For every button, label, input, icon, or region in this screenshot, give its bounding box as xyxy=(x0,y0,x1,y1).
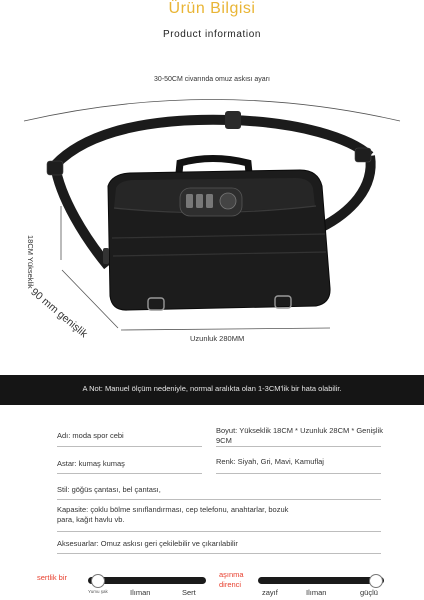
wear-knob xyxy=(369,574,383,588)
wear-left: zayıf xyxy=(262,588,278,597)
strap-slider xyxy=(225,111,241,129)
divider xyxy=(216,446,381,447)
hardness-knob xyxy=(91,574,105,588)
divider xyxy=(216,473,381,474)
divider xyxy=(57,531,381,532)
strap-buckle-right xyxy=(355,148,371,162)
spec-size: Boyut: Yükseklik 18CM * Uzunluk 28CM * Genişlik 9CM xyxy=(216,426,384,445)
hardness-mid: Ilıman xyxy=(130,588,151,597)
wear-track xyxy=(258,577,384,584)
divider xyxy=(57,553,381,554)
spec-color: Renk: Siyah, Gri, Mavi, Kamuflaj xyxy=(216,457,324,466)
length-label: Uzunluk 280MM xyxy=(190,334,245,343)
note-text: A Not: Manuel ölçüm nedeniyle, normal aralıkta olan 1-3CM'lik bir hata olabilir. xyxy=(82,384,342,393)
spec-name: Adı: moda spor cebi xyxy=(57,431,124,440)
strap-buckle-left xyxy=(47,161,63,175)
page-subtitle: Product information xyxy=(162,29,262,40)
wear-right: güçlü xyxy=(360,588,378,597)
divider xyxy=(57,499,381,500)
divider xyxy=(57,473,202,474)
wear-mid: Ilıman xyxy=(306,588,327,597)
spec-capacity: Kapasite: çoklu bölme sınıflandırması, cep telefonu, anahtarlar, bozuk para, kağıt havlu vb. xyxy=(57,505,289,524)
length-dimension-line xyxy=(121,328,330,330)
height-label: 18CM Yükseklik xyxy=(26,235,35,289)
usb-port xyxy=(103,248,109,264)
wear-label: aşınma direnci xyxy=(219,570,244,589)
width-label: 90 mm genişlik xyxy=(28,286,90,341)
hardness-label: sertlik bir xyxy=(37,573,68,582)
strap-note: 30-50CM civarında omuz askısı ayarı xyxy=(154,76,270,83)
spec-accessories: Aksesuarlar: Omuz askısı geri çekilebilir ve çıkarılabilir xyxy=(57,539,238,548)
hardness-right: Sert xyxy=(182,588,196,597)
divider xyxy=(57,446,202,447)
page-title: Ürün Bilgisi xyxy=(168,0,256,17)
hardness-left: Yumu şak xyxy=(88,589,108,594)
spec-material: Astar: kumaş kumaş xyxy=(57,459,125,468)
lock-button xyxy=(220,193,236,209)
spec-style: Stil: göğüs çantası, bel çantası, xyxy=(57,485,161,494)
hardness-track xyxy=(88,577,206,584)
